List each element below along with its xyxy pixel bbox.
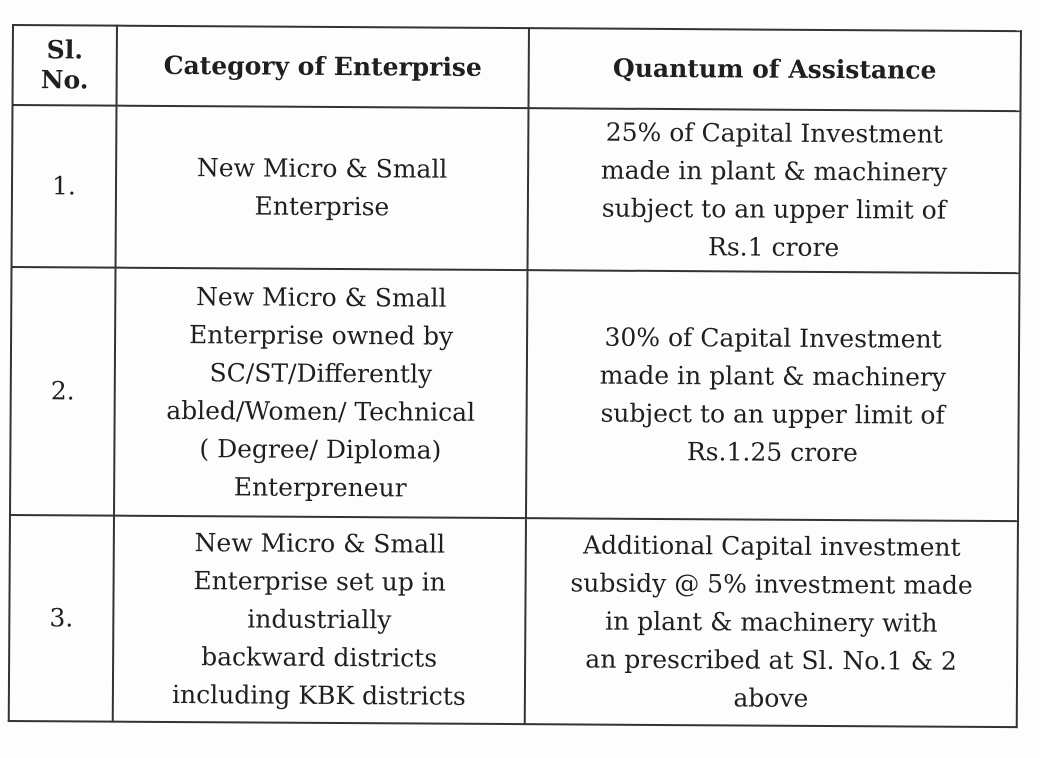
assistance-table (8, 24, 1022, 728)
cell-quantum: 25% of Capital Investment made in plant & machinery subject to an upper limit of Rs.1 crore (528, 108, 1021, 273)
table-row (12, 105, 1021, 273)
header-sl-no: Sl. No. (13, 25, 117, 106)
cell-sl: 3. (9, 515, 114, 722)
table-header-row (13, 25, 1021, 111)
cell-category: New Micro & Small Enterprise owned by SC/ST/Differently abled/Women/ Technical ( Degree/ Diploma) Enterpreneur (114, 268, 528, 519)
cell-quantum: 30% of Capital Investment made in plant & machinery subject to an upper limit of Rs.1.25 crore (526, 270, 1020, 521)
cell-category: New Micro & Small Enterprise (116, 106, 529, 271)
header-quantum: Quantum of Assistance (528, 28, 1020, 111)
cell-sl: 2. (10, 267, 116, 516)
cell-sl: 1. (12, 105, 117, 268)
table-row (10, 267, 1019, 521)
cell-category: New Micro & Small Enterprise set up in industrially backward districts including KBK districts (113, 516, 526, 725)
cell-quantum: Additional Capital investment subsidy @ 5% investment made in plant & machinery with an prescribed at Sl. No.1 & 2 above (525, 518, 1018, 727)
table-row (9, 515, 1018, 727)
header-category: Category of Enterprise (117, 26, 529, 109)
